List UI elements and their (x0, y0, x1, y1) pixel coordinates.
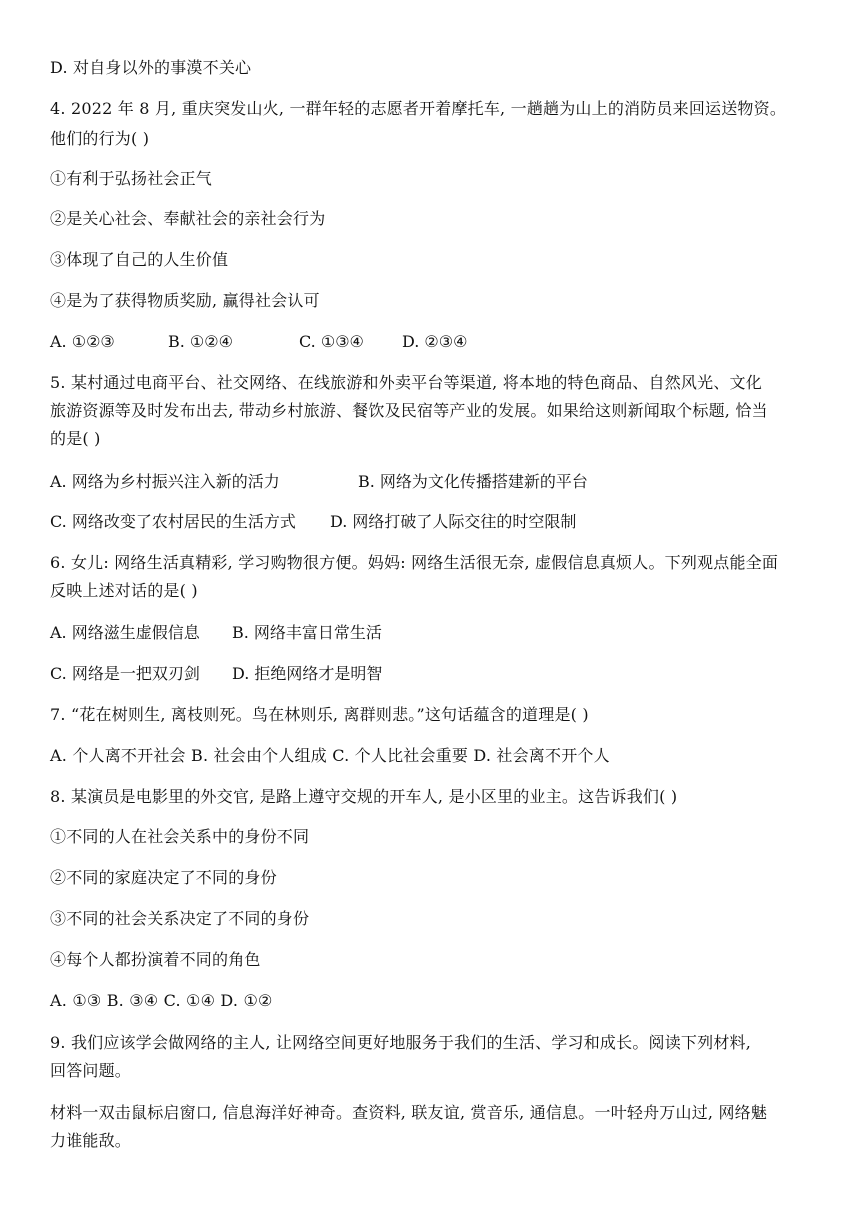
q5-stem-line-1: 5. 某村通过电商平台、社交网络、在线旅游和外卖平台等渠道, 将本地的特色商品、自然风光、文化 (50, 373, 762, 392)
q4-option-d: D. ②③④ (402, 332, 468, 351)
q6-option-d: D. 拒绝网络才是明智 (232, 664, 383, 683)
q8-statement-4: ④每个人都扮演着不同的角色 (50, 950, 261, 969)
q8-options: A. ①③ B. ③④ C. ①④ D. ①② (50, 991, 273, 1010)
q7-stem: 7. “花在树则生, 离枝则死。鸟在林则乐, 离群则悲。”这句话蕴含的道理是( ) (50, 705, 589, 724)
q8-statement-1: ①不同的人在社会关系中的身份不同 (50, 827, 310, 846)
q4-option-b: B. ①②④ (168, 332, 233, 351)
q6-stem-line-1: 6. 女儿: 网络生活真精彩, 学习购物很方便。妈妈: 网络生活很无奈, 虚假信息真烦人。下列观点能全面 (50, 553, 779, 572)
q6-option-c: C. 网络是一把双刃剑 (50, 664, 200, 683)
q4-statement-1: ①有利于弘扬社会正气 (50, 169, 213, 188)
q4-stem-line-2: 他们的行为( ) (50, 129, 150, 148)
q9-material-1-line-1: 材料一双击鼠标启窗口, 信息海洋好神奇。查资料, 联友谊, 赏音乐, 通信息。一叶轻舟万山过, 网络魅 (50, 1103, 768, 1122)
q5-option-b: B. 网络为文化传播搭建新的平台 (358, 472, 588, 491)
q4-option-c: C. ①③④ (299, 332, 364, 351)
q7-options: A. 个人离不开社会 B. 社会由个人组成 C. 个人比社会重要 D. 社会离不开个人 (50, 746, 610, 765)
q3-option-d: D. 对自身以外的事漠不关心 (50, 58, 252, 77)
q4-stem-line-1: 4. 2022 年 8 月, 重庆突发山火, 一群年轻的志愿者开着摩托车, 一趟趟为山上的消防员来回运送物资。 (50, 99, 787, 118)
q6-option-b: B. 网络丰富日常生活 (232, 623, 382, 642)
q5-stem-line-2: 旅游资源等及时发布出去, 带动乡村旅游、餐饮及民宿等产业的发展。如果给这则新闻取个标题, 恰当 (50, 401, 768, 420)
q4-statement-2: ②是关心社会、奉献社会的亲社会行为 (50, 209, 326, 228)
q9-material-1-line-2: 力谁能敌。 (50, 1131, 132, 1150)
q6-stem-line-2: 反映上述对话的是( ) (50, 581, 198, 600)
q6-option-a: A. 网络滋生虚假信息 (50, 623, 200, 642)
q8-statement-3: ③不同的社会关系决定了不同的身份 (50, 909, 310, 928)
q5-option-d: D. 网络打破了人际交往的时空限制 (330, 512, 577, 531)
q4-statement-3: ③体现了自己的人生价值 (50, 250, 229, 269)
q5-option-a: A. 网络为乡村振兴注入新的活力 (50, 472, 280, 491)
q9-stem-line-1: 9. 我们应该学会做网络的主人, 让网络空间更好地服务于我们的生活、学习和成长。阅读下列材料, (50, 1033, 752, 1052)
q5-option-c: C. 网络改变了农村居民的生活方式 (50, 512, 296, 531)
q8-statement-2: ②不同的家庭决定了不同的身份 (50, 868, 277, 887)
q4-option-a: A. ①②③ (50, 332, 115, 351)
q5-stem-line-3: 的是( ) (50, 429, 101, 448)
q8-stem: 8. 某演员是电影里的外交官, 是路上遵守交规的开车人, 是小区里的业主。这告诉我们( ) (50, 787, 678, 806)
q4-statement-4: ④是为了获得物质奖励, 赢得社会认可 (50, 291, 320, 310)
q9-stem-line-2: 回答问题。 (50, 1061, 132, 1080)
